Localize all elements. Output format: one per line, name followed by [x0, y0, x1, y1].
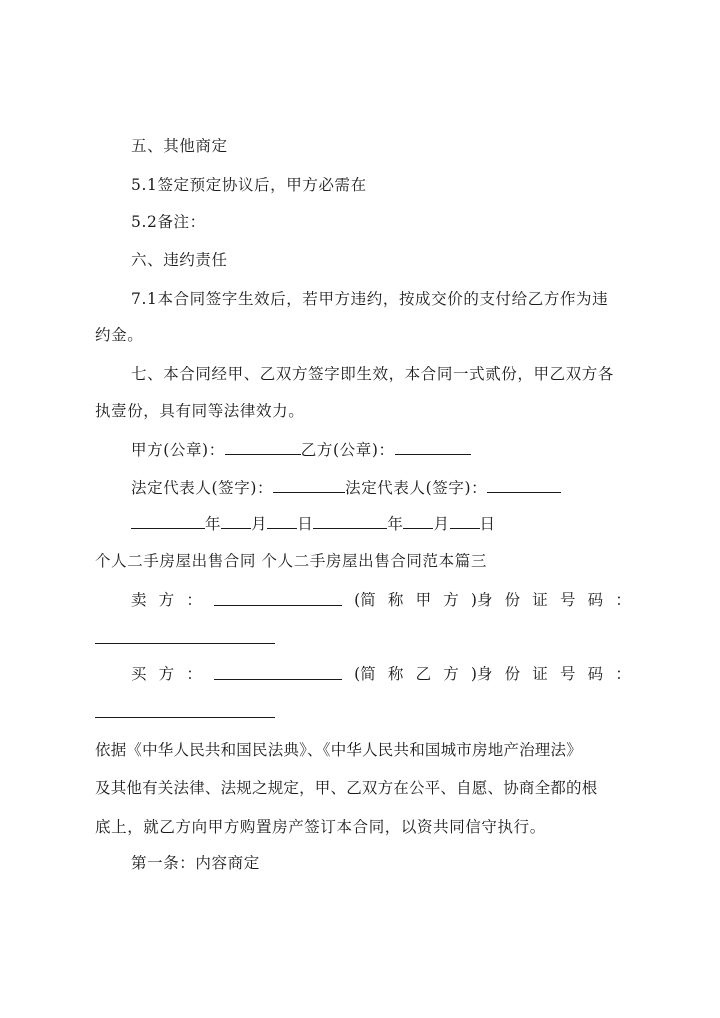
buyer-abbr-2: 称 — [387, 665, 404, 683]
article-1-heading: 第一条：内容商定 — [131, 854, 260, 872]
date-a-month: 月 — [251, 515, 268, 533]
buyer-abbr-1: (简 — [354, 665, 376, 683]
seller-label-1: 卖 — [131, 591, 147, 609]
date-b-year-blank — [313, 513, 387, 529]
date-b-year: 年 — [387, 515, 404, 533]
date-a-month-blank — [221, 513, 251, 529]
party-a-rep-label: 法定代表人(签字)： — [131, 479, 274, 497]
party-a-rep-blank — [273, 477, 345, 493]
party-a-seal-label: 甲方(公章)： — [131, 441, 225, 459]
buyer-label-1: 买 — [131, 665, 147, 683]
clause-7-1-line2: 约金。 — [95, 326, 144, 344]
buyer-abbr-7: 证 — [532, 665, 548, 683]
seller-abbr-3: 甲 — [415, 591, 432, 609]
section-5-heading: 五、其他商定 — [131, 137, 228, 155]
seller-label-3: ： — [186, 591, 202, 609]
party-b-seal-label: 乙方(公章)： — [300, 441, 395, 459]
representative-line — [131, 477, 561, 498]
clause-5-1: 5.1签定预定协议后，甲方必需在 — [131, 176, 367, 194]
seller-name-blank — [214, 590, 342, 606]
section-6-heading: 六、违约责任 — [131, 251, 228, 269]
date-a-day-blank — [267, 513, 297, 529]
section-7-line1: 七、本合同经甲、乙双方签字即生效，本合同一式贰份，甲乙双方各 — [131, 365, 615, 383]
buyer-label-2: 方 — [158, 665, 175, 683]
buyer-abbr-10: ： — [615, 665, 631, 683]
preamble-line2: 及其他有关法律、法规之规定，甲、乙双方在公平、自愿、协商全都的根 — [95, 779, 598, 797]
seller-abbr-10: ： — [615, 591, 631, 609]
buyer-abbr-9: 码 — [587, 665, 604, 683]
buyer-abbr-3: 乙 — [415, 665, 432, 683]
document-heading: 个人二手房屋出售合同 个人二手房屋出售合同范本篇三 — [95, 552, 487, 570]
date-line — [131, 513, 496, 534]
preamble-line1: 依据《中华人民共和国民法典》、《中华人民共和国城市房地产治理法》 — [95, 741, 582, 759]
party-b-rep-label: 法定代表人(签字)： — [345, 479, 488, 497]
buyer-name-blank — [214, 664, 342, 680]
seller-abbr-5: )身 — [470, 591, 493, 609]
seller-abbr-1: (简 — [354, 591, 376, 609]
seller-abbr-8: 号 — [559, 591, 576, 609]
date-b-day-blank — [450, 513, 480, 529]
clause-7-1-line1: 7.1本合同签字生效后，若甲方违约，按成交价的支付给乙方作为违 — [131, 290, 609, 308]
seller-abbr-6: 份 — [504, 591, 521, 609]
buyer-abbr-6: 份 — [504, 665, 521, 683]
seller-line — [131, 590, 631, 610]
preamble-line3: 底上，就乙方向甲方购置房产签订本合同，以资共同信守执行。 — [95, 818, 546, 836]
buyer-id-blank — [95, 717, 275, 718]
buyer-abbr-4: 方 — [443, 665, 459, 683]
seller-id-blank — [95, 643, 275, 644]
date-b-month: 月 — [433, 515, 450, 533]
seal-line — [131, 439, 471, 460]
party-b-rep-blank — [487, 477, 561, 493]
date-a-day: 日 — [297, 515, 314, 533]
seller-abbr-9: 码 — [587, 591, 604, 609]
seller-abbr-4: 方 — [443, 591, 459, 609]
buyer-line — [131, 664, 631, 684]
buyer-abbr-8: 号 — [559, 665, 576, 683]
buyer-abbr-5: )身 — [470, 665, 493, 683]
clause-5-2: 5.2备注： — [131, 213, 206, 231]
date-a-year: 年 — [205, 515, 222, 533]
seller-abbr-7: 证 — [532, 591, 548, 609]
date-b-month-blank — [403, 513, 433, 529]
party-b-seal-blank — [395, 439, 471, 455]
seller-label-2: 方 — [158, 591, 175, 609]
date-b-day: 日 — [479, 515, 496, 533]
section-7-line2: 执壹份，具有同等法律效力。 — [95, 402, 305, 420]
date-a-year-blank — [131, 513, 205, 529]
buyer-label-3: ： — [186, 665, 202, 683]
seller-abbr-2: 称 — [387, 591, 404, 609]
party-a-seal-blank — [225, 439, 301, 455]
